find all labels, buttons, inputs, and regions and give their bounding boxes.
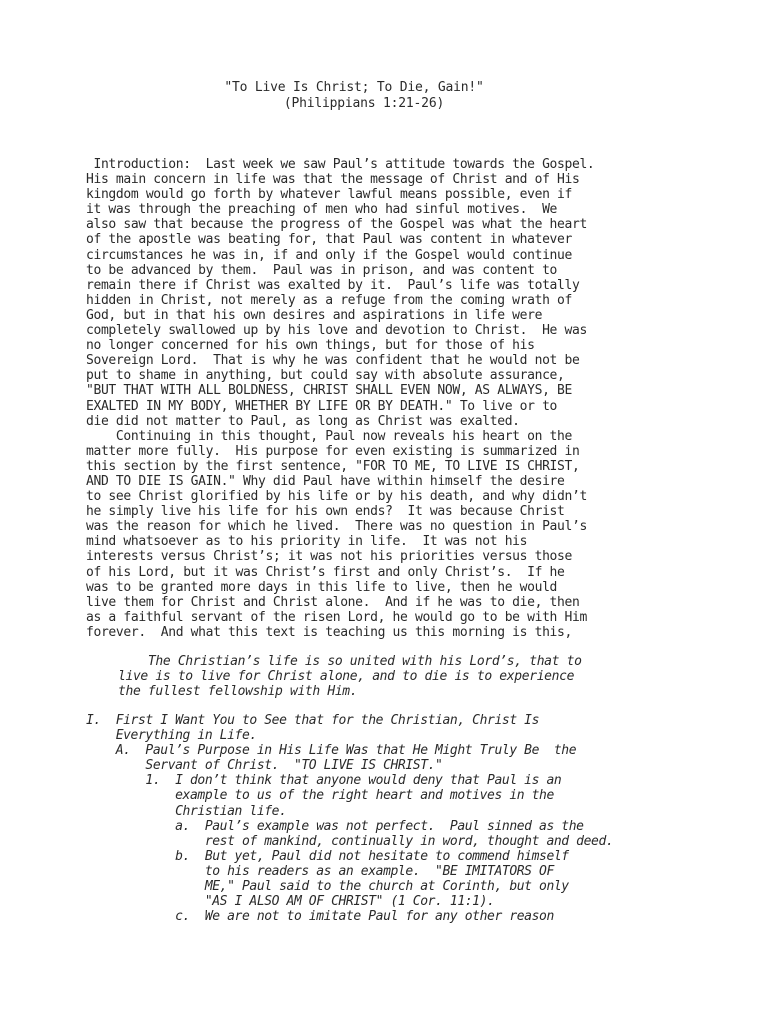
outline-line: "AS I ALSO AM OF CHRIST" (1 Cor. 11:1). (86, 894, 495, 910)
outline-line: to his readers as an example. "BE IMITATORS OF (86, 863, 554, 879)
text-line: His main concern in life was that the message of Christ and of His (86, 172, 580, 188)
text-line: was the reason for which he lived. There was no question in Paul’s (86, 519, 587, 535)
text-line: this section by the first sentence, "FOR TO ME, TO LIVE IS CHRIST, (86, 458, 580, 474)
outline-line: c. We are not to imitate Paul for any other reason (86, 909, 554, 925)
text-line: EXALTED IN MY BODY, WHETHER BY LIFE OR BY DEATH." To live or to (86, 398, 558, 414)
text-line: Continuing in this thought, Paul now reveals his heart on the (86, 428, 572, 444)
outline-line: A. Paul’s Purpose in His Life Was that He Might Truly Be the (86, 743, 577, 759)
text-line: he simply live his life for his own ends? It was because Christ (86, 504, 565, 520)
outline-line: rest of mankind, continually in word, thought and deed. (86, 833, 614, 849)
text-line: of the apostle was beating for, that Paul was content in whatever (86, 232, 572, 248)
outline-line: Christian life. (86, 803, 287, 819)
text-line: to be advanced by them. Paul was in prison, and was content to (86, 262, 558, 278)
text-line: as a faithful servant of the risen Lord, he would go to be with Him (86, 609, 587, 625)
outline-line: example to us of the right heart and motives in the (86, 788, 554, 804)
thesis-statement (118, 654, 638, 699)
text-line: interests versus Christ’s; it was not his priorities versus those (86, 549, 572, 565)
text-line: "BUT THAT WITH ALL BOLDNESS, CHRIST SHALL EVEN NOW, AS ALWAYS, BE (86, 383, 572, 399)
title-line: "To Live Is Christ; To Die, Gain!" (224, 80, 484, 95)
text-line: was to be granted more days in this life to live, then he would (86, 579, 558, 595)
text-line: put to shame in anything, but could say with absolute assurance, (86, 368, 565, 384)
introduction-paragraph (86, 157, 686, 640)
text-line: AND TO DIE IS GAIN." Why did Paul have within himself the desire (86, 473, 565, 489)
sermon-outline (86, 713, 666, 924)
outline-line: Servant of Christ. "TO LIVE IS CHRIST." (86, 758, 443, 774)
thesis-line: The Christian’s life is so united with his Lord’s, that to (118, 654, 582, 669)
outline-line: I. First I Want You to See that for the Christian, Christ Is (86, 713, 540, 728)
text-line: Sovereign Lord. That is why he was confident that he would not be (86, 353, 580, 369)
text-line: of his Lord, but it was Christ’s first and only Christ’s. If he (86, 564, 565, 580)
outline-line: Everything in Life. (86, 728, 257, 744)
outline-line: b. But yet, Paul did not hesitate to commend himself (86, 848, 569, 864)
outline-line: 1. I don’t think that anyone would deny that Paul is an (86, 773, 562, 789)
sermon-title (0, 80, 768, 112)
text-line: no longer concerned for his own things, but for those of his (86, 338, 535, 354)
scripture-reference: (Philippians 1:21-26) (283, 96, 445, 111)
thesis-line: the fullest fellowship with Him. (118, 684, 358, 700)
text-line: Introduction: Last week we saw Paul’s attitude towards the Gospel. (86, 157, 595, 172)
text-line: mind whatsoever as to his priority in life. It was not his (86, 534, 528, 550)
thesis-line: live is to live for Christ alone, and to die is to experience (118, 669, 575, 685)
text-line: live them for Christ and Christ alone. And if he was to die, then (86, 594, 580, 610)
text-line: also saw that because the progress of the Gospel was what the heart (86, 217, 587, 233)
text-line: it was through the preaching of men who had sinful motives. We (86, 202, 558, 218)
text-line: remain there if Christ was exalted by it. Paul’s life was totally (86, 277, 580, 293)
text-line: circumstances he was in, if and only if the Gospel would continue (86, 247, 572, 263)
outline-line: ME," Paul said to the church at Corinth, but only (86, 879, 569, 895)
text-line: God, but in that his own desires and aspirations in life were (86, 307, 543, 323)
text-line: completely swallowed up by his love and devotion to Christ. He was (86, 323, 587, 339)
text-line: forever. And what this text is teaching us this morning is this, (86, 624, 572, 640)
text-line: die did not matter to Paul, as long as Christ was exalted. (86, 413, 520, 429)
text-line: matter more fully. His purpose for even existing is summarized in (86, 443, 580, 459)
text-line: hidden in Christ, not merely as a refuge from the coming wrath of (86, 292, 572, 308)
outline-line: a. Paul’s example was not perfect. Paul sinned as the (86, 818, 584, 834)
text-line: to see Christ glorified by his life or by his death, and why didn’t (86, 489, 587, 505)
text-line: kingdom would go forth by whatever lawful means possible, even if (86, 187, 572, 203)
